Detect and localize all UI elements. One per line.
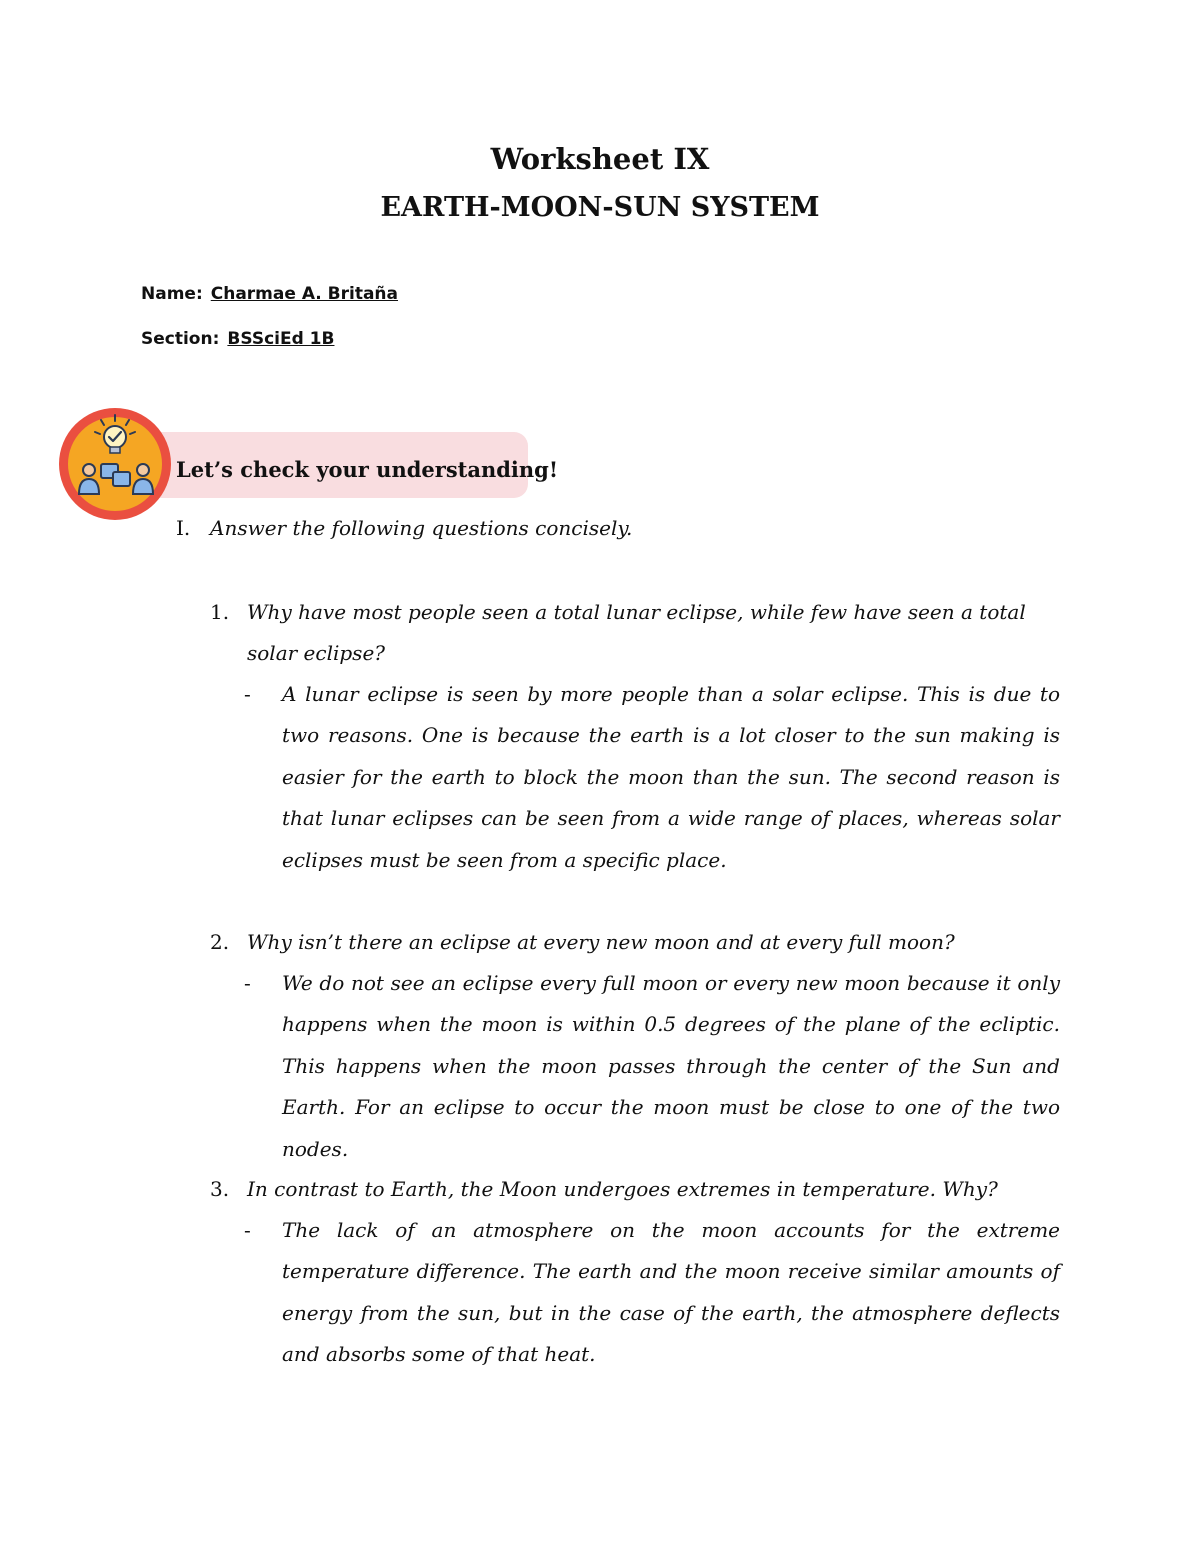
name-field <box>141 284 398 304</box>
question-text: In contrast to Earth, the Moon undergoes extremes in temperature. Why? <box>247 1177 998 1201</box>
banner-text: Let’s check your understanding! <box>176 457 559 482</box>
section-field <box>141 329 334 349</box>
answer-text: The lack of an atmosphere on the moon accounts for the extreme temperature difference. The earth and the moon receive similar amounts of energy from the sun, but in the case of the earth, the atmosphere deflects and absorbs some of that heat. <box>282 1218 1060 1367</box>
answer-bullet: - <box>244 682 251 706</box>
question-text: Why have most people seen a total lunar eclipse, while few have seen a total solar eclipse? <box>247 600 1026 665</box>
question-number: 2. <box>210 930 230 954</box>
question-number: 3. <box>210 1177 230 1201</box>
answer-bullet: - <box>244 971 251 995</box>
section-value: BSSciEd 1B <box>227 329 335 349</box>
name-value: Charmae A. Britaña <box>210 284 399 304</box>
part-instruction: Answer the following questions concisely. <box>210 516 633 540</box>
answer-bullet: - <box>244 1218 251 1242</box>
worksheet-title: Worksheet IX <box>490 142 710 176</box>
answer-text: We do not see an eclipse every full moon or every new moon because it only happens when the moon is within 0.5 degrees of the plane of the ecliptic. This happens when the moon passes through the center of the Sun and Earth. For an eclipse to occur the moon must be close to one of the two nodes. <box>282 971 1060 1161</box>
team-idea-icon <box>57 406 173 522</box>
answer-text: A lunar eclipse is seen by more people than a solar eclipse. This is due to two reasons. One is because the earth is a lot closer to the sun making is easier for the earth to block the moon than the sun. The second reason is that lunar eclipses can be seen from a wide range of places, whereas solar eclipses must be seen from a specific place. <box>282 682 1060 872</box>
part-numeral: I. <box>176 516 191 540</box>
section-label: Section: <box>141 329 220 349</box>
name-label: Name: <box>141 284 203 304</box>
question-text: Why isn’t there an eclipse at every new moon and at every full moon? <box>247 930 955 954</box>
question-number: 1. <box>210 600 230 624</box>
worksheet-subtitle: EARTH-MOON-SUN SYSTEM <box>380 192 820 223</box>
